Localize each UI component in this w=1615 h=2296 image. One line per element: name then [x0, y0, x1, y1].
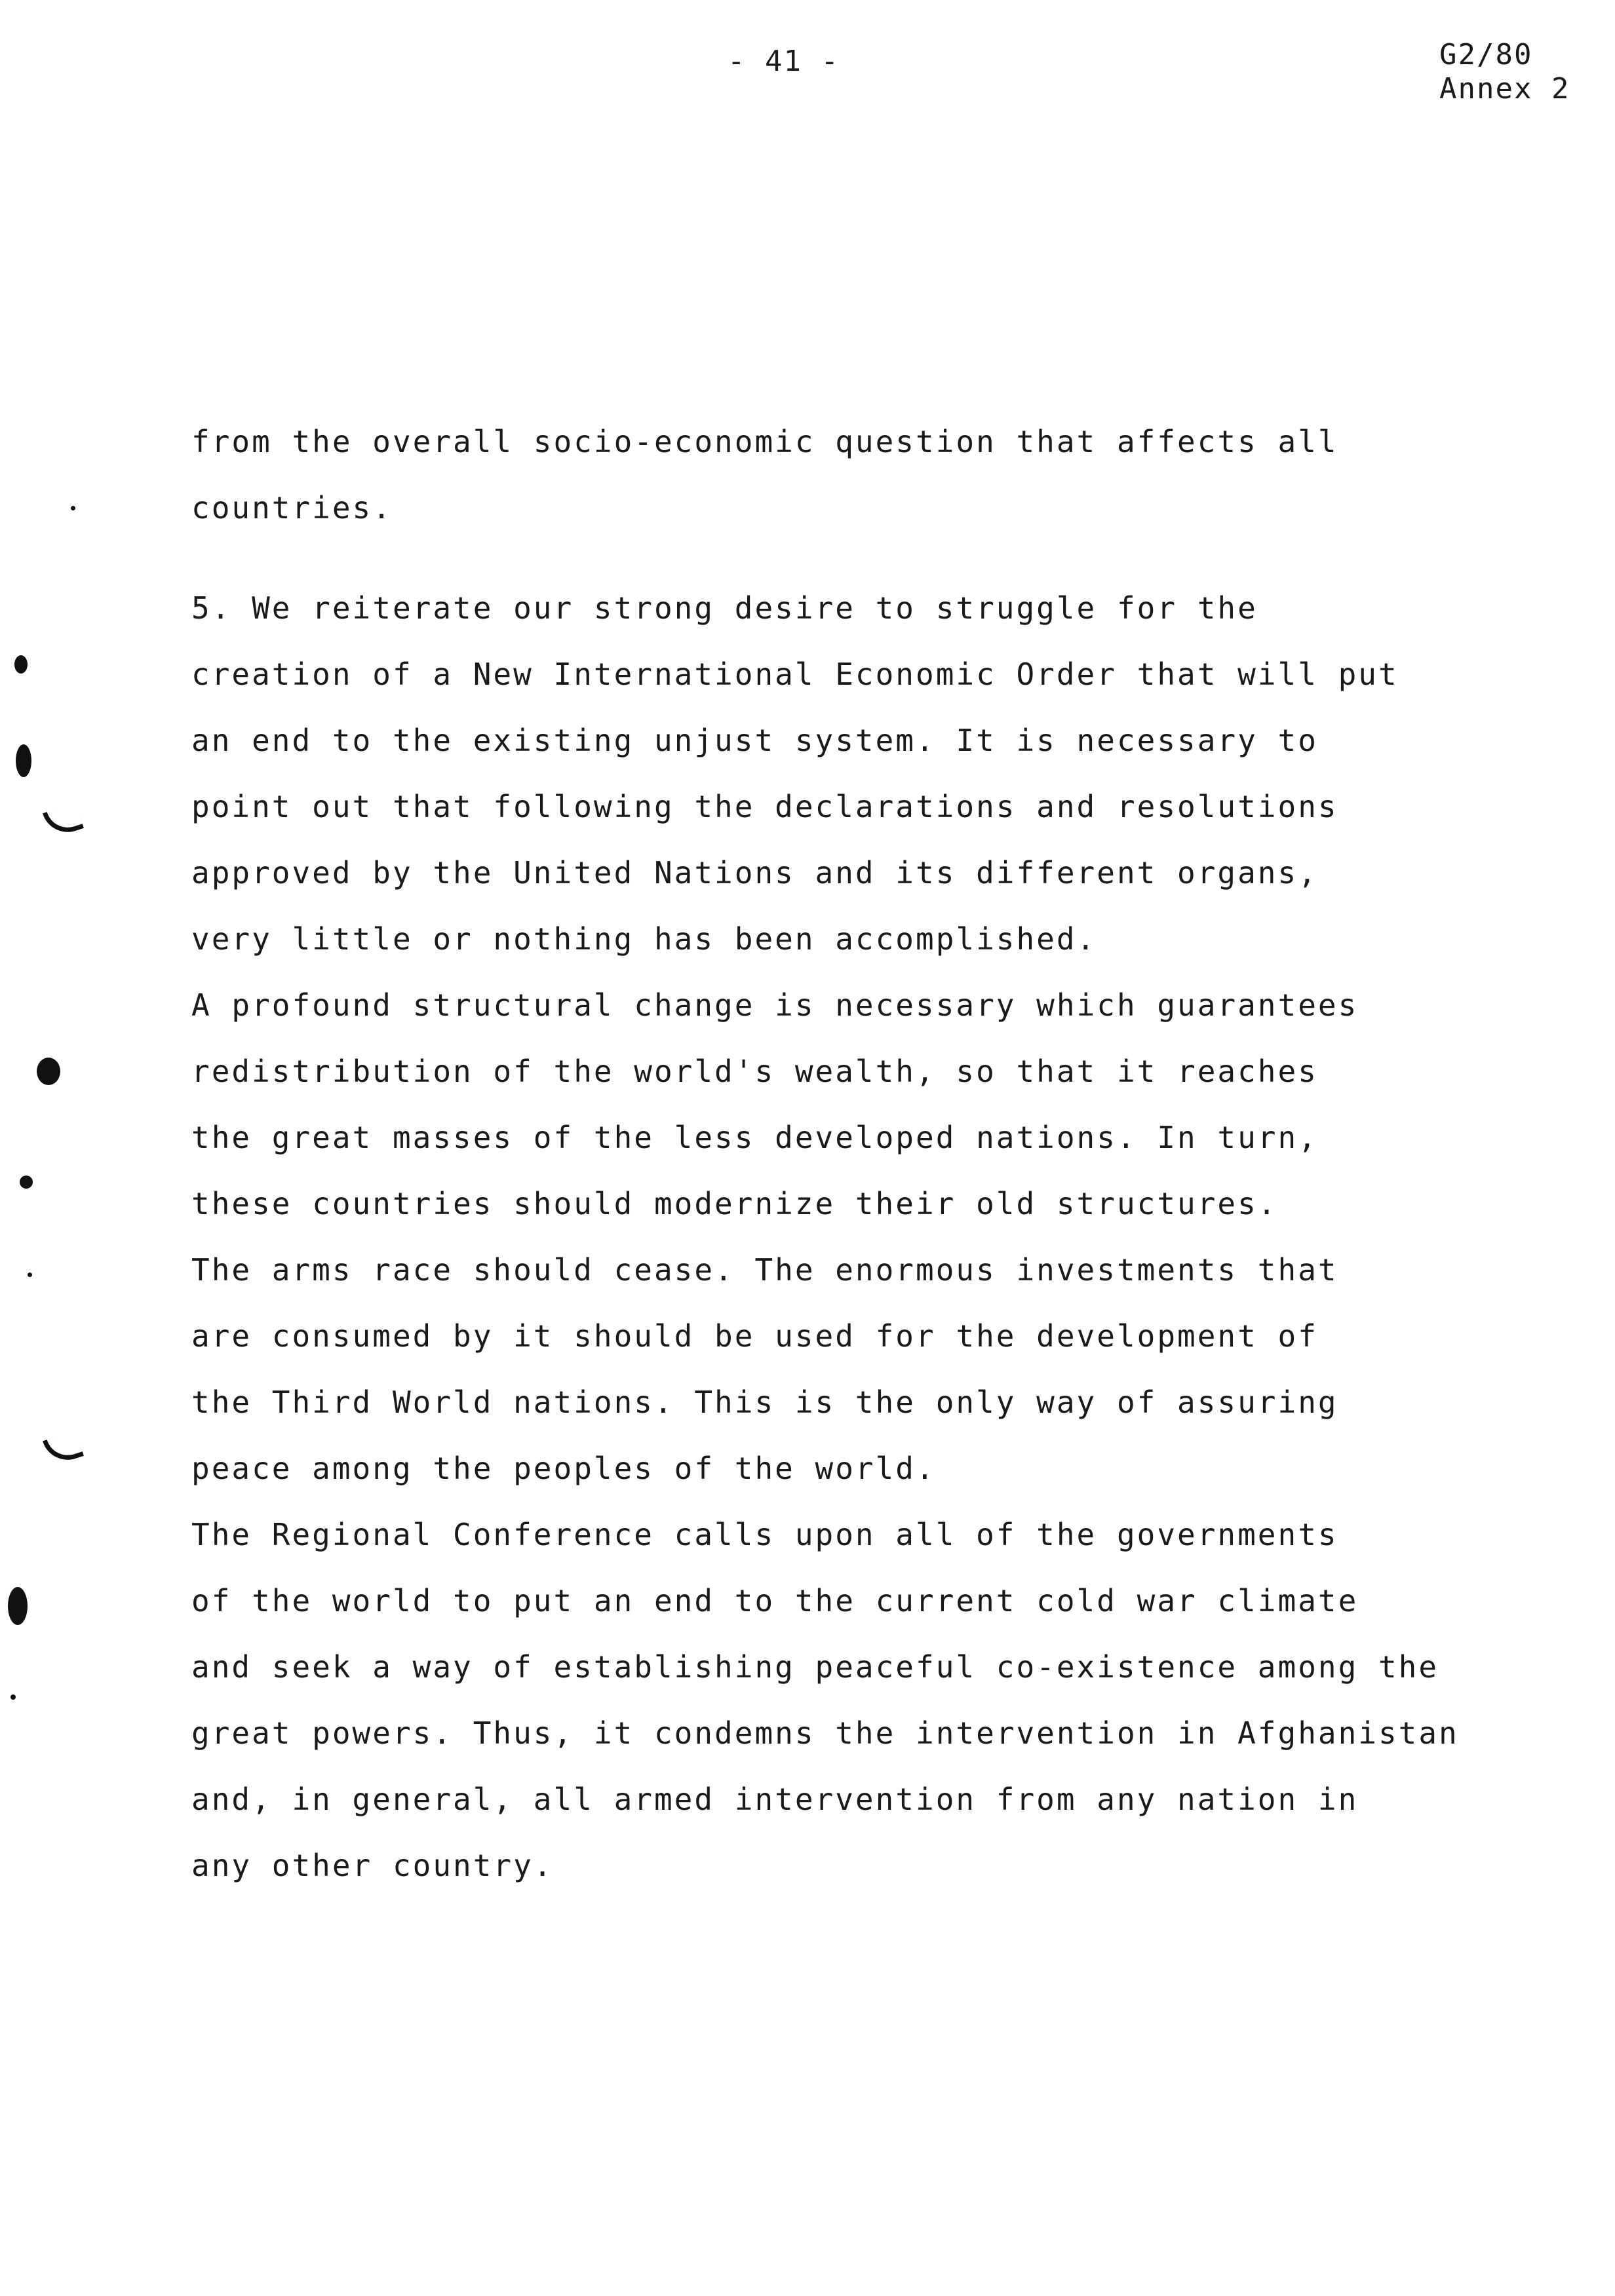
speck-mark [37, 1058, 60, 1085]
text-line: The arms race should cease. The enormous investments that [191, 1252, 1338, 1288]
annex-label: Annex 2 [1439, 72, 1570, 105]
binder-arc-mark [43, 803, 84, 839]
text-line: great powers. Thus, it condemns the intervention in Afghanistan [191, 1715, 1459, 1751]
text-line: creation of a New International Economic Order that will put [191, 657, 1399, 692]
speck-mark [16, 744, 31, 777]
text-line: the Third World nations. This is the only way of assuring [191, 1385, 1338, 1420]
text-line: the great masses of the less developed nations. In turn, [191, 1120, 1318, 1155]
text-line: A profound structural change is necessary which guarantees [191, 987, 1359, 1023]
text-line: any other country. [191, 1848, 554, 1883]
speck-mark [8, 1587, 28, 1625]
document-reference [1439, 38, 1570, 106]
text-line: of the world to put an end to the current cold war climate [191, 1583, 1359, 1618]
text-line: from the overall socio-economic question that affects all [191, 424, 1338, 459]
page-number: - 41 - [728, 45, 840, 78]
paragraph-5-start: 5. We reiterate our strong desire to struggle for the [191, 590, 1258, 626]
text-line: countries. [191, 490, 393, 526]
speck-mark [20, 1176, 33, 1189]
text-line: an end to the existing unjust system. It is necessary to [191, 723, 1318, 758]
speck-mark [28, 1272, 32, 1277]
speck-mark [10, 1694, 16, 1700]
text-line: point out that following the declarations and resolutions [191, 789, 1338, 824]
text-line: and seek a way of establishing peaceful co-existence among the [191, 1649, 1439, 1685]
text-line: peace among the peoples of the world. [191, 1451, 936, 1486]
text-line: approved by the United Nations and its different organs, [191, 855, 1318, 890]
text-line: are consumed by it should be used for the development of [191, 1318, 1318, 1354]
speck-mark [14, 655, 28, 674]
binder-arc-mark [43, 1430, 84, 1466]
document-body [191, 409, 1502, 1899]
text-line: and, in general, all armed intervention from any nation in [191, 1782, 1359, 1817]
text-line: very little or nothing has been accomplished. [191, 921, 1097, 957]
document-code: G2/80 [1439, 38, 1533, 71]
text-line: The Regional Conference calls upon all of the governments [191, 1517, 1338, 1552]
text-line: redistribution of the world's wealth, so that it reaches [191, 1054, 1318, 1089]
text-line: these countries should modernize their old structures. [191, 1186, 1278, 1221]
speck-mark [71, 506, 75, 510]
